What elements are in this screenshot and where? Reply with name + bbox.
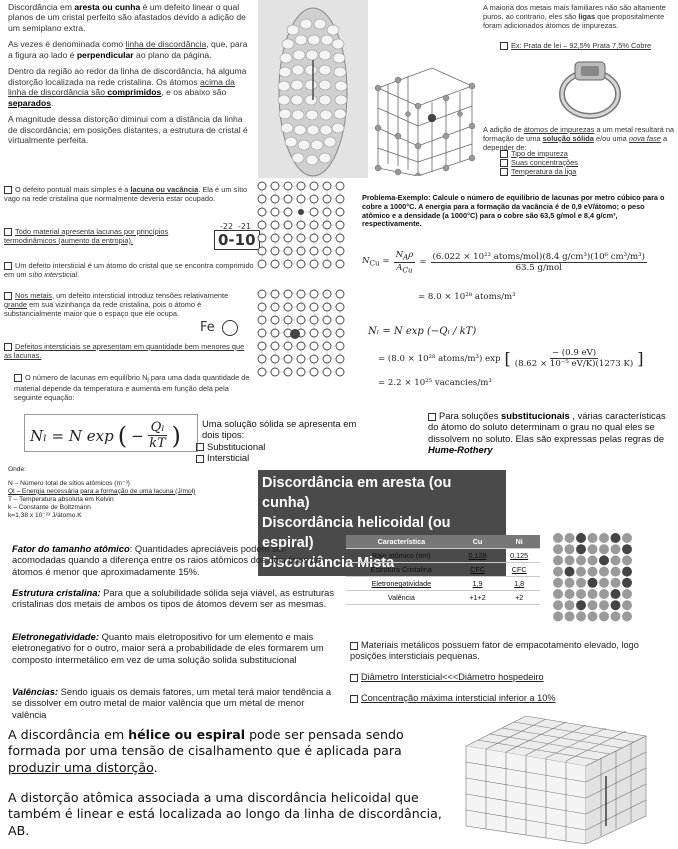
solution-atom xyxy=(611,589,621,599)
lattice-atom xyxy=(310,221,318,229)
equilibrium-vacancies-item: O número de lacunas em equilíbrio $N_l$ para uma dada quantidade de material depende da temperatura e aumenta em função dela pela seguinte equação: xyxy=(14,373,250,402)
dislocation-types-banner: Discordância em aresta (ou cunha) Discordância helicoidal (ou espiral) Discordância Mista xyxy=(258,470,506,576)
table-header: Cu xyxy=(457,535,499,549)
crystal-lattice-image xyxy=(372,58,478,176)
lattice-atom xyxy=(297,260,305,268)
lattice-atom xyxy=(323,342,331,350)
lattice-atom xyxy=(258,290,266,298)
solution-atom xyxy=(565,555,575,565)
sterling-silver-example: Ex: Prata de lei – 92,5% Prata 7,5% Cobre xyxy=(500,42,651,51)
lattice-atom xyxy=(323,329,331,337)
lattice-atom xyxy=(323,182,331,190)
solution-atom xyxy=(611,600,621,610)
lattice-atom xyxy=(336,355,344,363)
lattice-atom xyxy=(258,182,266,190)
equation-annotation-box xyxy=(24,414,198,452)
lattice-atom xyxy=(271,342,279,350)
lattice-atom xyxy=(271,208,279,216)
highlighted-atom xyxy=(290,329,300,339)
lattice-atom xyxy=(310,290,318,298)
solution-atom xyxy=(576,533,586,543)
interstitial-quantity-item: Defeitos intersticiais se apresentam em quantidade bem menores que as lacunas. xyxy=(4,342,245,360)
rule-atomic-size: Fator do tamanho atômico: Quantidades apreciáveis podem ser acomodadas quando a diferença entre os raios atômicos dos dois tipos de átomos é menor que aproximadamente 15%. xyxy=(12,543,322,577)
solution-atom xyxy=(553,544,563,554)
solution-atom xyxy=(622,567,632,577)
lattice-atom xyxy=(336,329,344,337)
lattice-atom xyxy=(271,368,279,376)
rule-crystal-structure: Estrutura cristalina: Para que a solubilidade sólida seja viável, as estruturas cristalinas dos metais de ambos os tipos de átomos devem ser as mesmas. xyxy=(12,587,335,610)
equation-legend: Onde: N – Número total de sítios atômicos (m⁻³) Ql – Energia necessária para a formação de uma lacuna (J/mol) T – Temperatura absoluta em Kelvin k – Constante de Boltzmann k=1,38 x 10⁻²³ J/átomo.K xyxy=(8,466,258,519)
distortion-magnitude-paragraph: A magnitude dessa distorção diminui com a distância da linha de discordância; em posições distantes, a estrutura de cristal é virtualmente perfeita. xyxy=(8,114,248,146)
lattice-atom xyxy=(336,208,344,216)
lattice-atom xyxy=(271,260,279,268)
lattice-atom xyxy=(323,195,331,203)
solution-atom xyxy=(588,555,598,565)
lattice-atom xyxy=(310,342,318,350)
handwritten-exponent-2: -21 xyxy=(238,222,252,231)
lattice-atom xyxy=(258,342,266,350)
table-row: Eletronegatividade 1,9 1,8 xyxy=(346,577,540,591)
solution-atom xyxy=(599,578,609,588)
lattice-atom xyxy=(258,303,266,311)
handwritten-circle-mark xyxy=(222,320,238,336)
interstitial-lattice-image xyxy=(256,288,346,378)
solution-atom xyxy=(576,611,586,621)
corn-cob-image xyxy=(258,0,368,178)
solution-atom xyxy=(576,578,586,588)
top-left-text xyxy=(8,2,248,146)
substitutional-paragraph: Para soluções substitucionais , várias características do átomo do soluto determinam o grau no qual eles se dissolvem no soluto. Elas são expressas pelas regras de Hume-Rothery xyxy=(428,410,666,456)
solution-atom xyxy=(565,567,575,577)
solution-atom xyxy=(622,578,632,588)
lattice-atom xyxy=(310,182,318,190)
silver-ring-image xyxy=(555,56,625,122)
nl-equation: Nₗ = N exp (−Qₗ / kT) xyxy=(368,326,477,337)
lattice-atom xyxy=(284,182,292,190)
solution-atom xyxy=(622,611,632,621)
lattice-atom xyxy=(258,234,266,242)
metal-interstitial-item: Nos metais, um defeito intersticial introduz tensões relativamente grande em sua vizinhança da rede cristalina, pois o átomo é substancialmente maior que o espaço que ele ocupa. xyxy=(4,291,229,318)
impurity-solution-paragraph: A adição de átomos de impurezas a um metal resultará na formação de uma solução sólida e/ou uma nova fase a depender de: xyxy=(483,125,675,152)
legend-line: k – Constante de Boltzmann xyxy=(8,503,91,511)
lattice-atom xyxy=(297,195,305,203)
solution-atom xyxy=(553,611,563,621)
lattice-atom xyxy=(310,316,318,324)
solution-atom xyxy=(622,533,632,543)
solution-atom xyxy=(611,578,621,588)
lattice-atom xyxy=(297,368,305,376)
lattice-atom xyxy=(323,368,331,376)
lattice-atom xyxy=(258,316,266,324)
bullet-box-icon xyxy=(500,42,508,50)
lattice-atom xyxy=(258,260,266,268)
table-header: Característica xyxy=(346,535,457,549)
lattice-atom xyxy=(336,234,344,242)
handwritten-exponent-1: -22 xyxy=(220,222,234,231)
lattice-atom xyxy=(336,290,344,298)
lattice-atom xyxy=(310,234,318,242)
lattice-atom xyxy=(336,221,344,229)
solution-atom xyxy=(565,578,575,588)
lattice-atom xyxy=(271,329,279,337)
lattice-atom xyxy=(336,316,344,324)
solution-atom xyxy=(565,611,575,621)
handwritten-number-note: 0-10 xyxy=(214,230,260,250)
lattice-atom xyxy=(310,260,318,268)
solution-atom xyxy=(599,611,609,621)
edge-dislocation-definition: Discordância em aresta ou cunha é um defeito linear o qual planos de um cristal perfeito são afastados devido a adição de um semiplano extra. xyxy=(8,2,246,33)
lattice-atom xyxy=(323,316,331,324)
lattice-atom xyxy=(336,342,344,350)
solution-atom xyxy=(588,567,598,577)
solution-atom xyxy=(576,600,586,610)
solution-atom xyxy=(611,555,621,565)
alloys-paragraph: A maioria dos metais mais familiares não são altamente puros, ao contrario, eles são ligas que propositalmente foram adicionados átomos de impurezas. xyxy=(483,3,666,30)
lattice-atom xyxy=(258,355,266,363)
table-row: Valência +1+2 +2 xyxy=(346,591,540,605)
list-item: Tipo de impureza xyxy=(500,150,578,159)
solution-atom xyxy=(599,555,609,565)
solution-atom xyxy=(576,544,586,554)
lattice-atom xyxy=(310,247,318,255)
solution-atom xyxy=(565,533,575,543)
lattice-atom xyxy=(271,234,279,242)
lattice-atom xyxy=(271,247,279,255)
lattice-atom xyxy=(297,221,305,229)
lattice-atom xyxy=(297,303,305,311)
ncu-result: = 8.0 × 10²⁸ atoms/m³ xyxy=(418,292,516,302)
legend-line: Ql – Energia necessária para a formação de uma lacuna (J/mol) xyxy=(8,487,196,495)
vacancy-defect-item: O defeito pontual mais simples é a lacuna ou vacância. Ela é um sítio vago na rede cristalina que normalmente deveria estar ocupado. xyxy=(4,185,248,203)
solid-solution-atoms-image xyxy=(552,532,634,624)
lattice-atom xyxy=(310,195,318,203)
solution-atom xyxy=(553,533,563,543)
lattice-atom xyxy=(336,182,344,190)
solution-factors-list xyxy=(500,150,578,177)
lattice-atom xyxy=(284,316,292,324)
lattice-atom xyxy=(271,182,279,190)
table-header: Ni xyxy=(498,535,540,549)
vacancy-equation: Nₗ = N exp ( − $\frac{\text{Qₗ}}{kT}$ ) xyxy=(30,420,181,451)
lattice-atom xyxy=(297,234,305,242)
lattice-atom xyxy=(323,247,331,255)
legend-line: k=1,38 x 10⁻²³ J/átomo.K xyxy=(8,511,82,519)
lattice-atom xyxy=(284,260,292,268)
lattice-atom xyxy=(258,329,266,337)
ncu-equation: $N_{Cu}$ = $N_A\rho$ $A_{Cu}$ = (6.022 × 10²³ atoms/mol)(8.4 g/cm³)(10⁶ cm³/m³) 63.5 g/mol xyxy=(362,250,645,275)
lattice-atom xyxy=(284,303,292,311)
solution-atom xyxy=(599,567,609,577)
solution-atom xyxy=(553,578,563,588)
lattice-atom xyxy=(297,247,305,255)
lattice-atom xyxy=(271,303,279,311)
solution-atom xyxy=(599,544,609,554)
lattice-atom xyxy=(297,316,305,324)
lattice-atom xyxy=(310,329,318,337)
table-row: Raio atômico (nm) 0,128 0,125 xyxy=(346,549,540,563)
lattice-atom xyxy=(258,195,266,203)
lattice-atom xyxy=(271,195,279,203)
lattice-atom xyxy=(323,355,331,363)
lattice-atom xyxy=(336,368,344,376)
lattice-atom xyxy=(310,355,318,363)
solution-atom xyxy=(611,611,621,621)
solution-atom xyxy=(599,533,609,543)
lattice-atom xyxy=(284,247,292,255)
dislocation-line-paragraph: As vezes é denominada como linha de discordância, que, para a figura ao lado é perpendicular ao plano da página. xyxy=(8,39,248,60)
lattice-atom xyxy=(323,260,331,268)
legend-line: N – Número total de sítios atômicos (m⁻³) xyxy=(8,479,130,487)
lattice-atom xyxy=(323,221,331,229)
solution-atom xyxy=(588,589,598,599)
solution-atom xyxy=(553,555,563,565)
rule-valence: Valências: Sendo iguais os demais fatores, um metal terá maior tendência a se dissolver em outro metal de maior valência que um metal de menor valência xyxy=(12,686,332,720)
list-item: Temperatura da liga xyxy=(500,168,578,177)
lattice-atom xyxy=(310,303,318,311)
solid-solution-types: Uma solução sólida se apresenta em dois tipos: Substitucional Intersticial xyxy=(202,418,372,464)
lattice-atom xyxy=(284,342,292,350)
screw-dislocation-paragraph: A discordância em hélice ou espiral pode ser pensada sendo formada por uma tensão de cisalhamento que é aplicada para produzir uma distorção. xyxy=(8,727,404,775)
problem-example-statement: Problema-Exemplo: Calcule o número de equilíbrio de lacunas por metro cúbico para o cobre a 1000°C. A energia para a formação da vacância é de 0,9 eV/átomo; o peso atômico e a densidade (a 1000°C) para o cobre são 63,5 g/mol e 8,4 g/cm³, respectivamente. xyxy=(362,193,665,229)
lattice-atom xyxy=(323,208,331,216)
lattice-atom xyxy=(258,208,266,216)
solution-atom xyxy=(576,589,586,599)
cu-ni-properties-table xyxy=(346,535,540,605)
solution-atom xyxy=(588,533,598,543)
rule-electronegativity: Eletronegatividade: Quanto mais eletropositivo for um elemento e mais eletronegativo for o outro, maior será a probabilidade de eles formarem um composto intermetálico em vez de uma solução solida substitucional xyxy=(12,631,324,665)
screw-dislocation-cube-image xyxy=(456,706,656,844)
lattice-atom xyxy=(284,195,292,203)
lattice-atom xyxy=(271,221,279,229)
solution-atom xyxy=(611,567,621,577)
lattice-atom xyxy=(258,247,266,255)
lattice-atom xyxy=(271,290,279,298)
lattice-atom xyxy=(323,290,331,298)
solution-atom xyxy=(576,555,586,565)
solution-atom xyxy=(553,567,563,577)
lattice-atom xyxy=(323,234,331,242)
lattice-atom xyxy=(310,368,318,376)
solution-atom xyxy=(565,544,575,554)
solution-atom xyxy=(565,600,575,610)
interstitial-packing-note: Materiais metálicos possuem fator de empacotamento elevado, logo posições intersticiais pequenas. xyxy=(350,640,639,662)
lattice-atom xyxy=(258,368,266,376)
lattice-atom xyxy=(336,260,344,268)
lattice-atom xyxy=(297,355,305,363)
lattice-atom xyxy=(336,195,344,203)
solution-atom xyxy=(565,589,575,599)
interstitial-concentration-note: Concentração máxima intersticial inferior a 10% xyxy=(350,693,670,704)
solution-atom xyxy=(576,567,586,577)
solution-atom xyxy=(588,611,598,621)
lattice-atom xyxy=(258,221,266,229)
nl-substitution: = (8.0 × 10²⁸ atoms/m³) exp [ − (0.9 eV) (8.62 × 10⁻⁵ eV/K)(1273 K) ] xyxy=(378,348,644,369)
lattice-atom xyxy=(336,303,344,311)
lattice-atom xyxy=(271,355,279,363)
lattice-atom xyxy=(271,316,279,324)
solution-atom xyxy=(622,600,632,610)
vacancy-lattice-image xyxy=(256,180,346,270)
solution-atom xyxy=(588,544,598,554)
solution-atom xyxy=(553,589,563,599)
interstitial-defect-item: Um defeito intersticial é um átomo do cristal que se encontra comprimido em um sítio intersticial. xyxy=(4,261,254,279)
screw-distortion-paragraph: A distorção atômica associada a uma discordância helicoidal que também é linear e está localizada ao longo da linha de discordância, AB. xyxy=(8,790,442,838)
lattice-atom xyxy=(284,290,292,298)
lattice-atom xyxy=(284,355,292,363)
solution-atom xyxy=(599,589,609,599)
lattice-distortion-paragraph: Dentro da região ao redor da linha de discordância, há alguma distorção localizada na rede cristalina. Os átomos acima da linha de discordância são comprimidos, e os abaixo são separados. xyxy=(8,66,247,108)
legend-line: T – Temperatura absoluta em Kelvin xyxy=(8,495,114,503)
lattice-atom xyxy=(284,221,292,229)
interstitial-diameter-note: Diâmetro Intersticial<<<Diâmetro hospedeiro xyxy=(350,672,670,683)
solution-atom xyxy=(611,544,621,554)
lattice-atom xyxy=(297,342,305,350)
thermodynamic-vacancy-item: Todo material apresenta lacunas por princípios termodinâmicos (aumento da entropia). xyxy=(4,227,169,245)
solution-atom xyxy=(611,533,621,543)
lattice-atom xyxy=(310,208,318,216)
solution-atom xyxy=(599,600,609,610)
lattice-atom xyxy=(284,368,292,376)
handwritten-fe-note: Fe xyxy=(200,320,215,335)
lattice-atom xyxy=(284,234,292,242)
solution-atom xyxy=(588,578,598,588)
solution-atom xyxy=(588,600,598,610)
lattice-atom xyxy=(323,303,331,311)
highlighted-atom xyxy=(298,209,304,215)
table-row: Estrutura Cristalina CFC CFC xyxy=(346,563,540,577)
solution-atom xyxy=(553,600,563,610)
lattice-atom xyxy=(297,182,305,190)
solution-atom xyxy=(622,544,632,554)
solution-atom xyxy=(622,555,632,565)
solution-atom xyxy=(622,589,632,599)
lattice-atom xyxy=(336,247,344,255)
lattice-atom xyxy=(297,290,305,298)
list-item: Suas concentrações xyxy=(500,159,578,168)
lattice-atom xyxy=(284,208,292,216)
nl-result: = 2.2 × 10²⁵ vacancies/m³ xyxy=(378,378,492,388)
